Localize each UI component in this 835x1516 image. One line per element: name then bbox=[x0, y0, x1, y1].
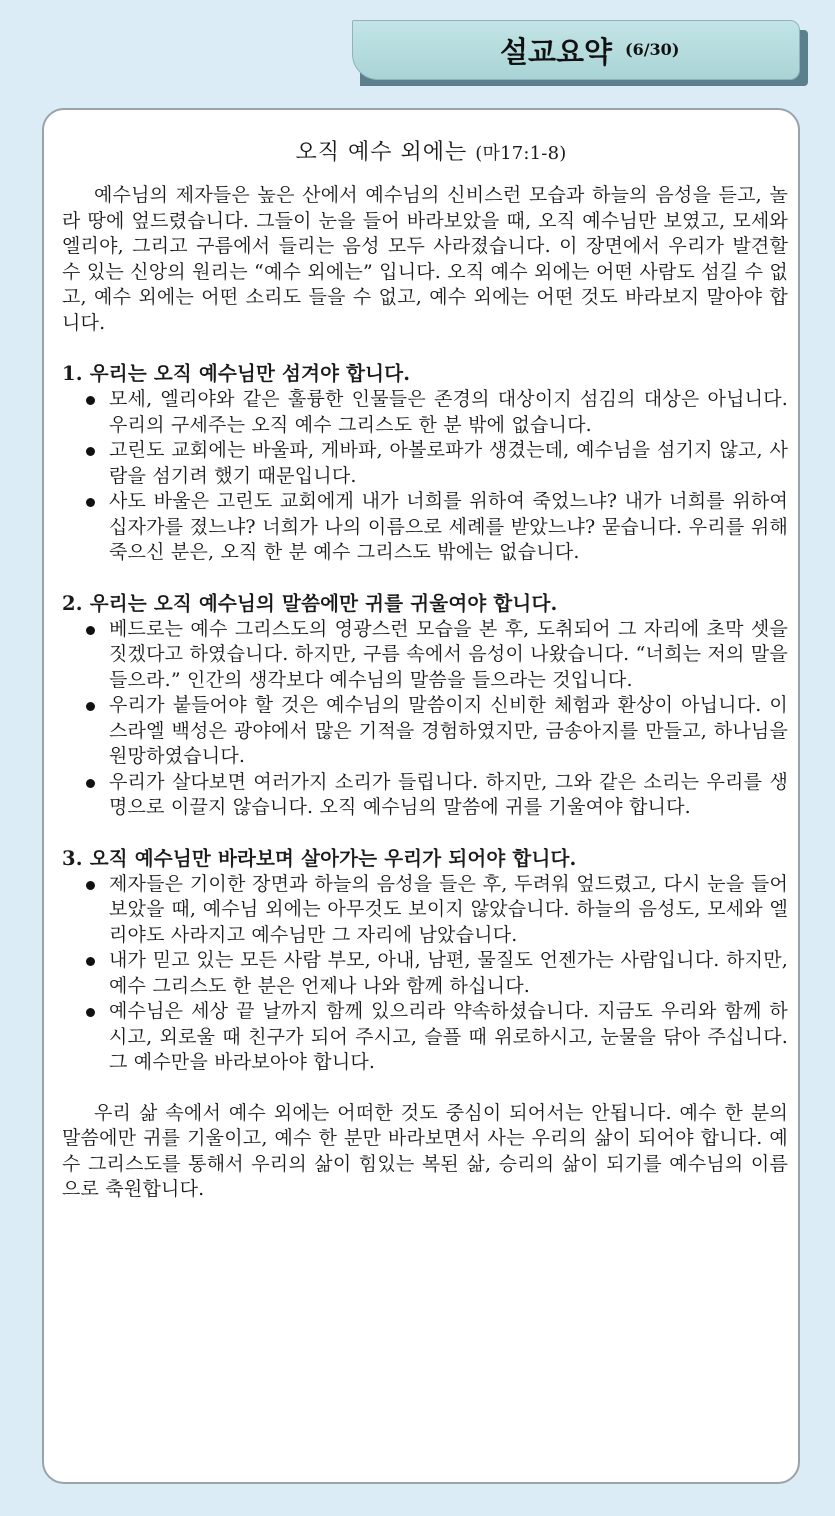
bullet-text: 모세, 엘리야와 같은 훌륭한 인물들은 존경의 대상이지 섬김의 대상은 아닙니다. 우리의 구세주는 오직 예수 그리스도 한 분 밖에 없습니다. bbox=[109, 388, 788, 436]
section-heading: 2. 우리는 오직 예수님의 말씀에만 귀를 귀울여야 합니다. bbox=[62, 591, 558, 615]
bullet-icon bbox=[86, 498, 95, 507]
bullet-item bbox=[82, 770, 788, 821]
sermon-title-line bbox=[62, 138, 788, 169]
section-3 bbox=[62, 846, 788, 1076]
sermon-title: 오직 예수 외에는 bbox=[295, 140, 468, 165]
intro-paragraph: 예수님의 제자들은 높은 산에서 예수님의 신비스런 모습과 하늘의 음성을 듣고, 놀라 땅에 엎드렸습니다. 그들이 눈을 들어 바라보았을 때, 오직 예수님만 보였고, 모세와 엘리야, 그리고 구름에서 들리는 음성 모두 사라졌습니다. 이 장면에서 우리가 발견할 수 있는 신앙의 원리는 “예수 외에는” 입니다. 오직 예수 외에는 어떤 사람도 섬길 수 없고, 예수 외에는 어떤 소리도 들을 수 없고, 예수 외에는 어떤 것도 바라보지 말아야 합니다. bbox=[62, 184, 788, 334]
section-2 bbox=[62, 591, 788, 821]
bullet-text: 우리가 살다보면 여러가지 소리가 들립니다. 하지만, 그와 같은 소리는 우리를 생명으로 이끌지 않습니다. 오직 예수님의 말씀에 귀를 기울여야 합니다. bbox=[109, 770, 788, 818]
bullet-text: 고린도 교회에는 바울파, 게바파, 아볼로파가 생겼는데, 예수님을 섬기지 않고, 사람을 섬기려 했기 때문입니다. bbox=[109, 439, 788, 487]
bullet-icon bbox=[86, 881, 95, 890]
bullet-icon bbox=[86, 779, 95, 788]
bullet-item bbox=[82, 872, 788, 949]
bullet-text: 예수님은 세상 끝 날까지 함께 있으리라 약속하셨습니다. 지금도 우리와 함께 하시고, 외로울 때 친구가 되어 주시고, 슬플 때 위로하시고, 눈물을 닦아 주십니다. 그 예수만을 바라보아야 합니다. bbox=[109, 1000, 788, 1073]
section-1 bbox=[62, 361, 788, 566]
bullet-item bbox=[82, 948, 788, 999]
bullet-item bbox=[82, 489, 788, 566]
bullet-item bbox=[82, 387, 788, 438]
bullet-item bbox=[82, 617, 788, 694]
bullet-icon bbox=[86, 1008, 95, 1017]
bullet-icon bbox=[86, 957, 95, 966]
section-heading: 3. 오직 예수님만 바라보며 살아가는 우리가 되어야 합니다. bbox=[62, 846, 577, 870]
bullet-text: 베드로는 예수 그리스도의 영광스런 모습을 본 후, 도취되어 그 자리에 초막 셋을 짓겠다고 하였습니다. 하지만, 구름 속에서 음성이 나왔습니다. “너희는 저의 말을 들으라.” 인간의 생각보다 예수님의 말씀을 들으라는 것입니다. bbox=[109, 617, 788, 691]
closing-paragraph: 우리 삶 속에서 예수 외에는 어떠한 것도 중심이 되어서는 안됩니다. 예수 한 분의 말씀에만 귀를 기울이고, 예수 한 분만 바라보면서 사는 우리의 삶이 되어야 합니다. 예수 그리스도를 통해서 우리의 삶이 힘있는 복된 삶, 승리의 삶이 되기를 예수님의 이름으로 축원합니다. bbox=[62, 1101, 788, 1200]
page-date: (6/30) bbox=[625, 40, 680, 59]
bullet-text: 제자들은 기이한 장면과 하늘의 음성을 들은 후, 두려워 엎드렸고, 다시 눈을 들어 보았을 때, 예수님 외에는 아무것도 보이지 않았습니다. 하늘의 음성도, 모세와 엘리야도 사라지고 예수님만 그 자리에 남았습니다. bbox=[109, 872, 788, 946]
bullet-item bbox=[82, 999, 788, 1076]
bullet-icon bbox=[86, 396, 95, 405]
bullet-icon bbox=[86, 626, 95, 635]
bullet-item bbox=[82, 438, 788, 489]
bullet-text: 내가 믿고 있는 모든 사람 부모, 아내, 남편, 물질도 언젠가는 사람입니다. 하지만, 예수 그리스도 한 분은 언제나 나와 함께 하십니다. bbox=[109, 949, 788, 997]
section-heading: 1. 우리는 오직 예수님만 섬겨야 합니다. bbox=[62, 362, 411, 385]
page-title: 설교요약 bbox=[500, 35, 613, 69]
sermon-content bbox=[62, 138, 788, 1203]
bullet-list bbox=[62, 617, 788, 821]
scripture-reference: (마17:1-8) bbox=[475, 143, 567, 164]
bullet-text: 사도 바울은 고린도 교회에게 내가 너희를 위하여 죽었느냐? 내가 너희를 위하여 십자가를 졌느냐? 너희가 나의 이름으로 세례를 받았느냐? 묻습니다. 우리를 위해 죽으신 분은, 오직 한 분 예수 그리스도 밖에는 없습니다. bbox=[109, 490, 788, 563]
bullet-icon bbox=[86, 447, 95, 456]
bullet-list bbox=[62, 387, 788, 566]
bullet-icon bbox=[86, 702, 95, 711]
bullet-list bbox=[62, 872, 788, 1076]
bullet-text: 우리가 붙들어야 할 것은 예수님의 말씀이지 신비한 체험과 환상이 아닙니다. 이스라엘 백성은 광야에서 많은 기적을 경험하였지만, 금송아지를 만들고, 하나님을 원망하였습니다. bbox=[109, 694, 788, 767]
bullet-item bbox=[82, 693, 788, 770]
